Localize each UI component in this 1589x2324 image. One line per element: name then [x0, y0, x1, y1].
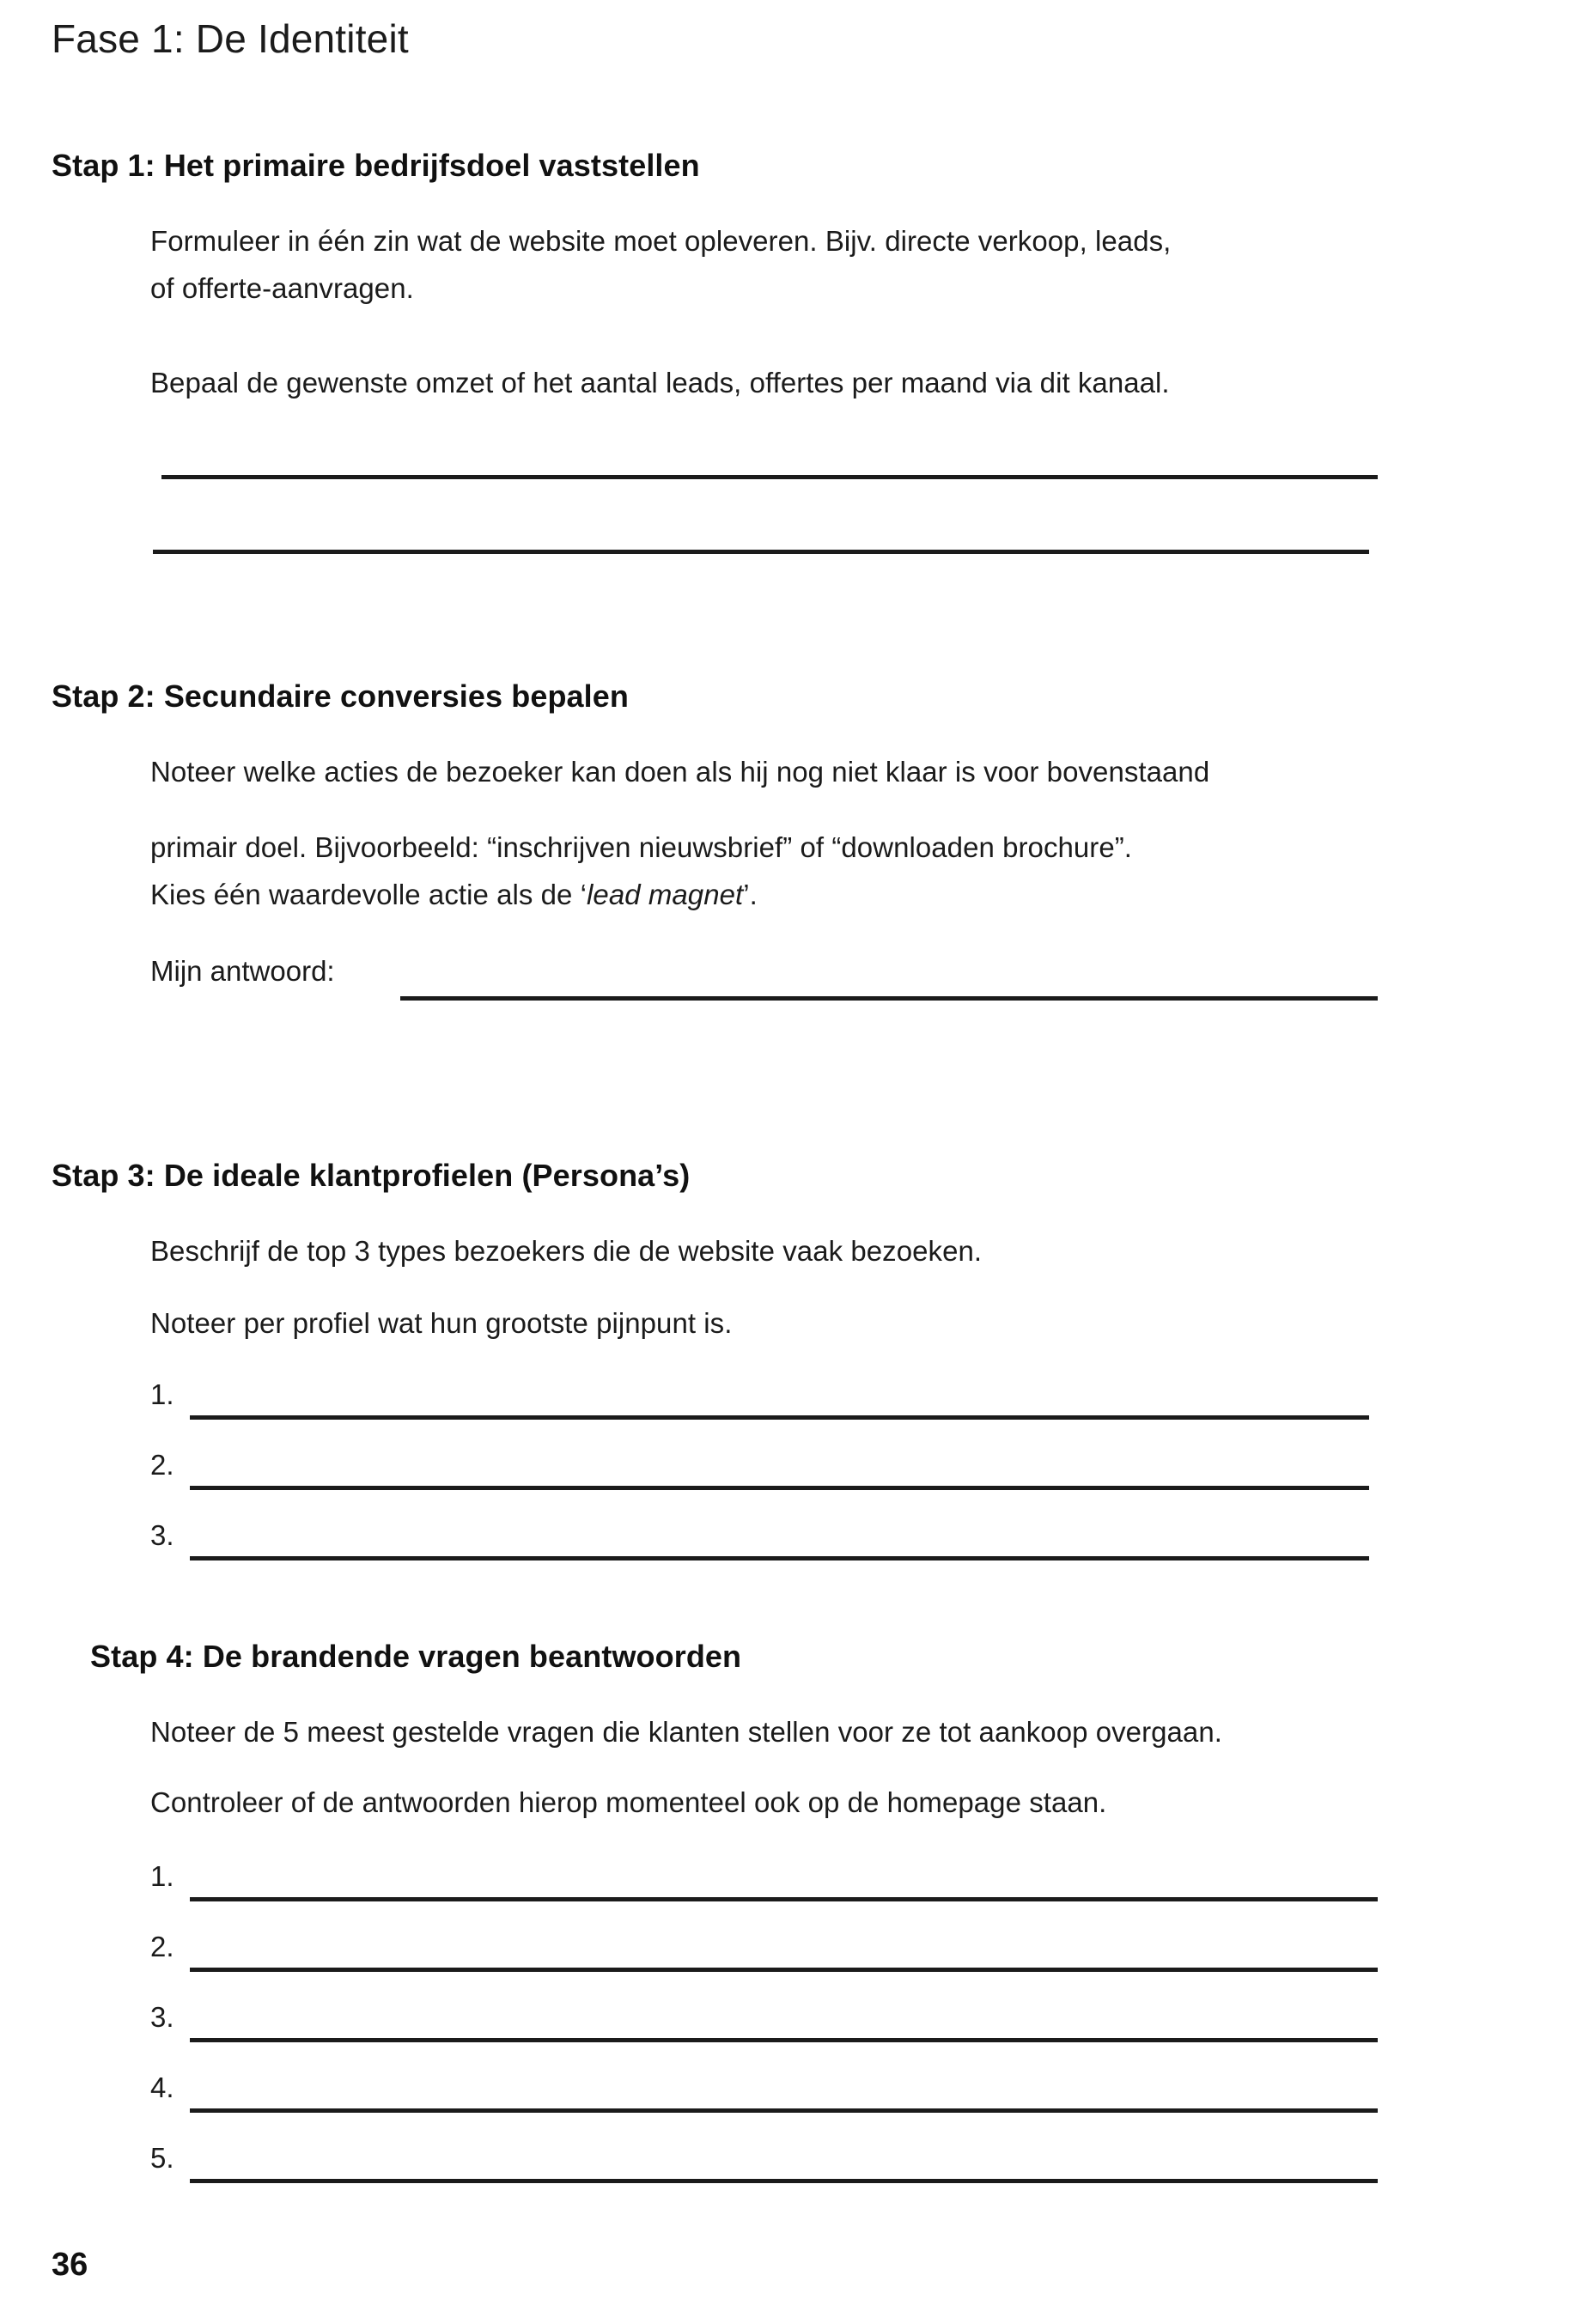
step-3-paragraph-2: Noteer per profiel wat hun grootste pijnpunt is. [150, 1307, 733, 1339]
step-4-paragraph-1: Noteer de 5 meest gestelde vragen die klanten stellen voor ze tot aankoop overgaan. [150, 1716, 1222, 1748]
step-2-paragraph-3 [150, 879, 758, 911]
step-4-item-3-number: 3. [150, 2001, 174, 2033]
step-2-answer-blank-line[interactable] [400, 996, 1378, 1001]
step-4-item-1-blank-line[interactable] [190, 1897, 1378, 1901]
step-4-item-2-number: 2. [150, 1931, 174, 1962]
step-2-paragraph-1: Noteer welke acties de bezoeker kan doen als hij nog niet klaar is voor bovenstaand [150, 756, 1210, 788]
step-1-paragraph-1: Formuleer in één zin wat de website moet opleveren. Bijv. directe verkoop, leads, [150, 225, 1172, 257]
step-1-blank-line-1[interactable] [161, 475, 1378, 479]
step-4-item-1-number: 1. [150, 1860, 174, 1892]
step-2-answer-label: Mijn antwoord: [150, 955, 335, 987]
lead-magnet-emphasis: lead magnet [587, 879, 744, 910]
step-1-blank-line-2[interactable] [153, 550, 1369, 554]
step-4-heading: Stap 4: De brandende vragen beantwoorden [90, 1639, 742, 1674]
step-3-item-2-number: 2. [150, 1449, 174, 1481]
step-4-item-5-blank-line[interactable] [190, 2179, 1378, 2183]
step-1-paragraph-3: Bepaal de gewenste omzet of het aantal leads, offertes per maand via dit kanaal. [150, 367, 1170, 398]
step-3-item-2-blank-line[interactable] [190, 1486, 1369, 1490]
step-3-item-1-number: 1. [150, 1378, 174, 1410]
page-title: Fase 1: De Identiteit [52, 16, 409, 61]
step-4-item-2-blank-line[interactable] [190, 1968, 1378, 1972]
step-4-item-4-number: 4. [150, 2072, 174, 2103]
step-2-paragraph-2: primair doel. Bijvoorbeeld: “inschrijven nieuwsbrief” of “downloaden brochure”. [150, 831, 1132, 863]
step-4-item-5-number: 5. [150, 2142, 174, 2174]
step-2-paragraph-3-suffix: ’. [743, 879, 758, 910]
step-2-heading: Stap 2: Secundaire conversies bepalen [52, 678, 629, 714]
step-3-item-1-blank-line[interactable] [190, 1415, 1369, 1420]
step-1-heading: Stap 1: Het primaire bedrijfsdoel vaststellen [52, 148, 700, 183]
step-4-item-3-blank-line[interactable] [190, 2038, 1378, 2042]
step-3-paragraph-1: Beschrijf de top 3 types bezoekers die de website vaak bezoeken. [150, 1235, 983, 1267]
step-3-item-3-blank-line[interactable] [190, 1556, 1369, 1560]
page-number: 36 [52, 2247, 88, 2283]
step-3-item-3-number: 3. [150, 1519, 174, 1551]
step-4-item-4-blank-line[interactable] [190, 2108, 1378, 2113]
step-2-paragraph-3-prefix: Kies één waardevolle actie als de ‘ [150, 879, 588, 910]
step-3-heading: Stap 3: De ideale klantprofielen (Persona’s) [52, 1158, 691, 1193]
step-1-paragraph-2: of offerte-aanvragen. [150, 272, 414, 304]
step-4-paragraph-2: Controleer of de antwoorden hierop momenteel ook op de homepage staan. [150, 1786, 1107, 1818]
